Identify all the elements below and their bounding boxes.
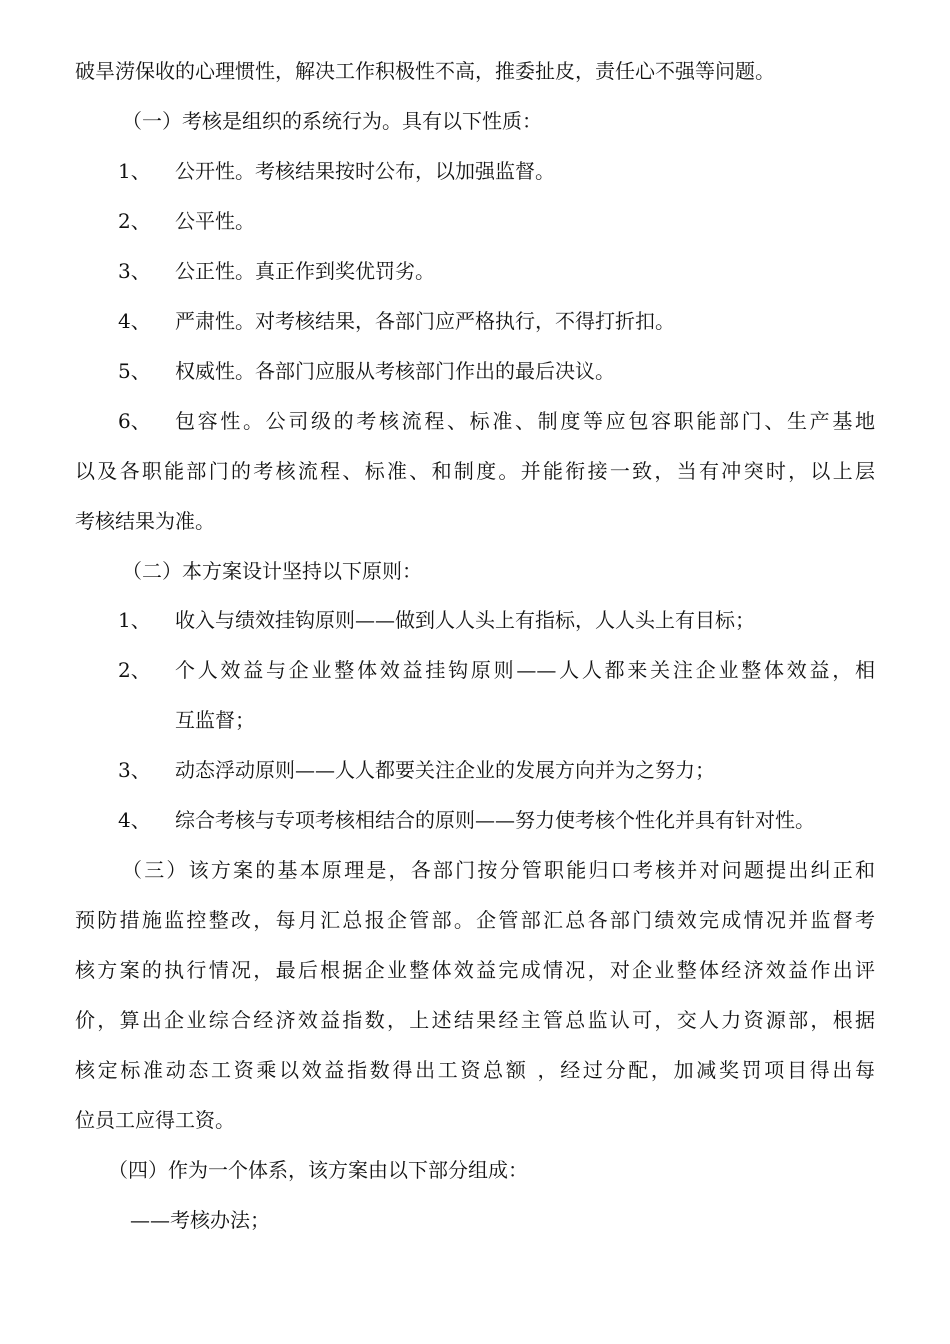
section2-heading: （二）本方案设计坚持以下原则：: [122, 559, 422, 583]
section2-item4-text: 综合考核与专项考核相结合的原则——努力使考核个性化并具有针对性。: [175, 808, 815, 832]
section1-item4-number: 4、: [118, 309, 151, 333]
section2-item2-text: 个人效益与企业整体效益挂钩原则——人人都来关注企业整体效益，相: [175, 658, 875, 682]
section1-item6-number: 6、: [118, 409, 151, 433]
section3-line: 预防措施监控整改，每月汇总报企管部。企管部汇总各部门绩效完成情况并监督考: [75, 908, 875, 932]
section2-item1-text: 收入与绩效挂钩原则——做到人人头上有指标，人人头上有目标；: [175, 608, 755, 632]
section2-item3-text: 动态浮动原则——人人都要关注企业的发展方向并为之努力；: [175, 758, 715, 782]
section1-item3-text: 公正性。真正作到奖优罚劣。: [175, 259, 435, 283]
section1-item4-text: 严肃性。对考核结果，各部门应严格执行，不得打折扣。: [175, 309, 675, 333]
section1-item6-text: 包容性。公司级的考核流程、标准、制度等应包容职能部门、生产基地: [175, 409, 875, 433]
section1-item2-number: 2、: [118, 209, 151, 233]
section1-item1-text: 公开性。考核结果按时公布，以加强监督。: [175, 159, 555, 183]
section2-item2-number: 2、: [118, 658, 151, 682]
section2-item3-number: 3、: [118, 758, 151, 782]
section2-item1-number: 1、: [118, 608, 151, 632]
section1-item3-number: 3、: [118, 259, 151, 283]
section1-item5-number: 5、: [118, 359, 151, 383]
section3-line: 核方案的执行情况，最后根据企业整体效益完成情况，对企业整体经济效益作出评: [75, 958, 875, 982]
intro-line: 破旱涝保收的心理惯性，解决工作积极性不高，推委扯皮，责任心不强等问题。: [75, 59, 775, 83]
section3-line: （三）该方案的基本原理是，各部门按分管职能归口考核并对问题提出纠正和: [122, 858, 875, 882]
section1-item5-text: 权威性。各部门应服从考核部门作出的最后决议。: [175, 359, 615, 383]
section3-line: 核定标准动态工资乘以效益指数得出工资总额 ，经过分配，加减奖罚项目得出每: [75, 1058, 875, 1082]
section1-item1-number: 1、: [118, 159, 151, 183]
section1-item2-text: 公平性。: [175, 209, 255, 233]
section3-line: 位员工应得工资。: [75, 1108, 235, 1132]
section2-item4-number: 4、: [118, 808, 151, 832]
section4-heading: （四）作为一个体系，该方案由以下部分组成：: [108, 1158, 528, 1182]
section3-line: 价，算出企业综合经济效益指数，上述结果经主管总监认可，交人力资源部，根据: [75, 1008, 875, 1032]
section4-item: ——考核办法；: [130, 1208, 270, 1232]
section2-item2-continuation: 互监督；: [175, 708, 255, 732]
section1-item6-continuation: 考核结果为准。: [75, 509, 215, 533]
section1-heading: （一）考核是组织的系统行为。具有以下性质：: [122, 109, 542, 133]
section1-item6-continuation: 以及各职能部门的考核流程、标准、和制度。并能衔接一致，当有冲突时，以上层: [75, 459, 875, 483]
